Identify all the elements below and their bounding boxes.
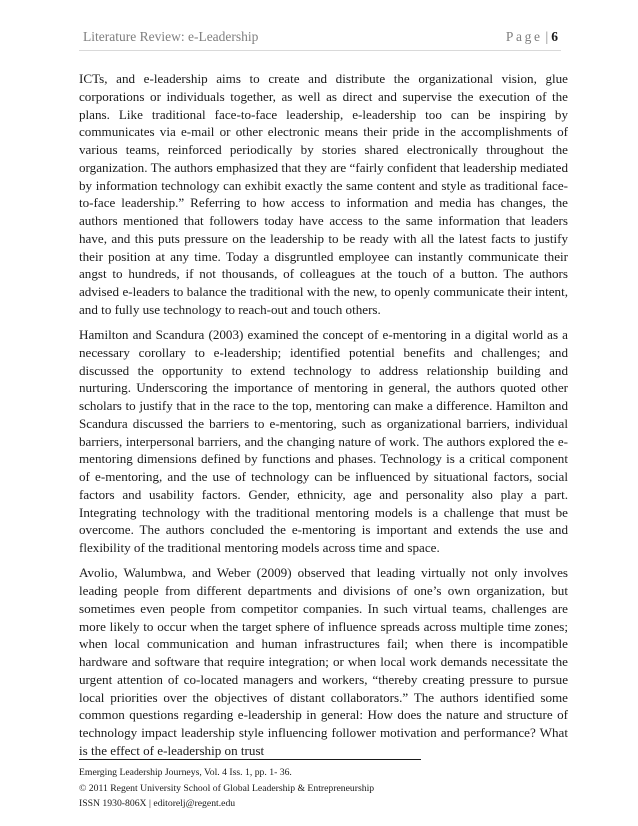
- running-title: Literature Review: e-Leadership: [83, 29, 259, 44]
- page-separator: |: [545, 29, 549, 44]
- header-rule: [79, 50, 561, 51]
- footer-rule: [79, 759, 421, 760]
- page-header: [79, 20, 561, 46]
- body-text: [79, 70, 568, 767]
- footer-issn: ISSN 1930-806X | editorelj@regent.edu: [79, 798, 236, 810]
- page-number-block: [506, 29, 558, 45]
- paragraph: ICTs, and e-leadership aims to create and distribute the organizational vision, glue corporations or individuals together, as well as direct and supervise the execution of the plans. Like traditional face-to-face leadership, e-leadership too can be inspiring by communicates via e-mail or other electronic means their pride in the accomplishments of various teams, reinforced periodically by stories shared electronically throughout the organization. The authors emphasized that they are “fairly confident that leadership mediated by information technology can exhibit exactly the same content and style as traditional face-to-face leadership.” Referring to how access to information and media has changes, the authors mentioned that followers today have access to the same information that leaders have, and this puts pressure on the leadership to be ready with all the latest facts to justify their position at any time. Today a disgruntled employee can instantly communicate their angst to hundreds, if not thousands, of colleagues at the touch of a button. The authors advised e-leaders to balance the traditional with the new, to openly communicate their intent, and to fully use technology to reach-out and touch others.: [79, 71, 568, 317]
- footer-copyright: © 2011 Regent University School of Global Leadership & Entrepreneurship: [79, 782, 375, 794]
- footer-journal: Emerging Leadership Journeys, Vol. 4 Iss. 1, pp. 1- 36.: [79, 767, 292, 778]
- page-number: 6: [551, 29, 558, 44]
- paragraph: Avolio, Walumbwa, and Weber (2009) observed that leading virtually not only involves leading people from different departments and divisions of one’s own organization, but sometimes even people from competitor companies. In such virtual teams, challenges are more likely to occur when the target sphere of influence spreads across multiple time zones; when local communication and human infrastructures fail; when there is incompatible hardware and software that require integration; or when local work demands necessitate the urgent attention of co-located managers and workers, “thereby creating pressure to pursue local priorities over the objectives of distant collaborators.” The authors identified some common questions regarding e-leadership in general: How does the nature and structure of technology impact leadership style influencing follower motivation and performance? What is the effect of e-leadership on trust: [79, 565, 568, 758]
- page-label: Page: [505, 29, 543, 44]
- page-footer: [79, 765, 568, 812]
- paragraph: Hamilton and Scandura (2003) examined the concept of e-mentoring in a digital world as a necessary corollary to e-leadership; identified potential benefits and challenges; and discussed the opportunity to extend technology to address relationship building and nurturing. Underscoring the importance of mentoring in general, the authors quoted other scholars to justify that in the race to the top, mentoring can make a difference. Hamilton and Scandura discussed the barriers to e-mentoring, such as organizational barriers, individual barriers, interpersonal barriers, and the changing nature of work. The authors explored the e-mentoring dimensions defined by functions and phases. Technology is a critical component of e-mentoring, and the use of technology can be influenced by situational factors, social factors and usability factors. Gender, ethnicity, age and personality also play a part. Integrating technology with the traditional mentoring models is a challenge that must be overcome. The authors concluded the e-mentoring is important and extends the use and flexibility of the traditional mentoring models across time and space.: [79, 327, 568, 555]
